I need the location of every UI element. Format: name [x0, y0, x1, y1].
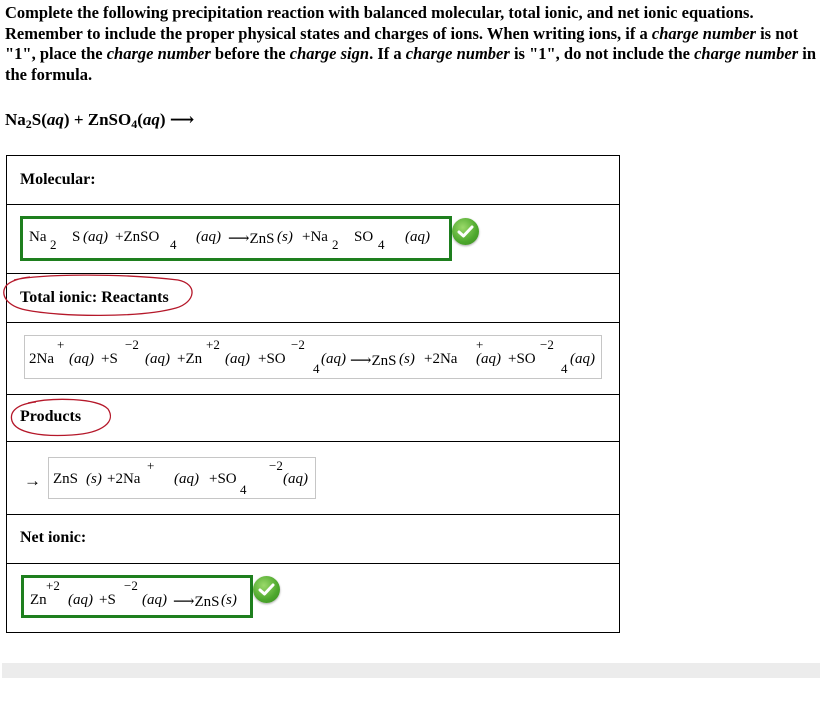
molecular-subscript: 2: [50, 237, 57, 252]
molecular-subscript: 4: [378, 237, 385, 252]
ion-token: +SO: [258, 351, 286, 367]
net-ionic-label-row: [6, 514, 620, 564]
ion-subscript: 4: [240, 482, 247, 497]
ion-charge: −2: [269, 458, 283, 473]
molecular-answer-row: [6, 204, 620, 274]
ion-token: +SO: [508, 351, 536, 367]
check-circle-icon: [253, 576, 280, 603]
molecular-subscript: 4: [170, 237, 177, 252]
ion-charge: +2: [46, 578, 60, 593]
ion-token: ⟶ZnS: [173, 594, 220, 610]
molecular-token: Na: [29, 229, 47, 245]
ion-token: 2Na: [29, 351, 54, 367]
ion-token: ZnS: [53, 471, 79, 487]
products-label-row: [6, 394, 620, 442]
ion-token: +S: [101, 351, 118, 367]
molecular-answer-field[interactable]: [20, 216, 452, 261]
molecular-label-row: [6, 155, 620, 205]
ion-token: Zn: [30, 592, 47, 608]
ion-charge: −2: [291, 337, 305, 352]
ion-token: +2Na: [107, 471, 141, 487]
molecular-token: +ZnSO: [115, 229, 160, 245]
ion-state: (aq): [476, 351, 501, 367]
ion-state: (aq): [145, 351, 170, 367]
ion-state: (aq): [68, 592, 93, 608]
molecular-state: (aq): [196, 229, 221, 245]
products-answer-field[interactable]: [48, 457, 316, 499]
products-answer-row: [6, 441, 620, 515]
ion-state: (aq): [174, 471, 199, 487]
ion-charge: +: [147, 458, 155, 473]
molecular-state: (s): [277, 229, 293, 245]
ion-charge: −2: [125, 337, 139, 352]
ion-state: (aq): [142, 592, 167, 608]
total-ionic-answer-field[interactable]: [24, 335, 602, 379]
molecular-token: ⟶ZnS: [228, 231, 275, 247]
ion-charge: +: [476, 337, 484, 352]
ion-token: +SO: [209, 471, 237, 487]
ion-subscript: 4: [313, 361, 320, 376]
products-arrow: →: [24, 471, 41, 490]
molecular-subscript: 2: [332, 237, 339, 252]
ion-charge: −2: [540, 337, 554, 352]
molecular-token: S: [72, 229, 81, 245]
molecular-token: +Na: [302, 229, 328, 245]
ion-charge: +2: [206, 337, 220, 352]
reaction-prompt: $Na_2S(aq)$ + ZnSO$_4$(aq) ⟶: [5, 110, 195, 131]
total-ionic-answer-row: [6, 322, 620, 395]
molecular-state: (aq): [83, 229, 108, 245]
ion-token: +Zn: [177, 351, 203, 367]
ion-charge: −2: [124, 578, 138, 593]
molecular-label: Molecular:: [20, 171, 96, 188]
net-ionic-answer-row: [6, 563, 620, 633]
ion-state: (s): [399, 351, 415, 367]
molecular-state: (aq): [405, 229, 430, 245]
ion-token: +S: [99, 592, 116, 608]
ion-token: ⟶ZnS: [350, 353, 397, 369]
ion-state: (aq): [570, 351, 595, 367]
ion-token: +2Na: [424, 351, 458, 367]
ion-state: (aq): [321, 351, 346, 367]
check-circle-icon: [452, 218, 479, 245]
ion-state: (aq): [69, 351, 94, 367]
footer-bar: [2, 663, 820, 678]
ion-state: (s): [86, 471, 102, 487]
instructions-text: Complete the following precipitation reaction with balanced molecular, total ionic, and net ionic equations. Remember to include the proper physical states and charges of ions. When writing ions, if a charge number is not "1", place the charge number before the charge sign. If a charge number is "1", do not include the charge number in the formula.: [5, 3, 817, 84]
total-ionic-label-row: [6, 273, 620, 323]
ion-state: (s): [221, 592, 237, 608]
ion-charge: +: [57, 337, 65, 352]
ion-state: (aq): [283, 471, 308, 487]
products-label: Products: [20, 408, 82, 425]
net-ionic-answer-field[interactable]: [21, 575, 253, 618]
ion-subscript: 4: [561, 361, 568, 376]
molecular-token: SO: [354, 229, 374, 245]
net-ionic-label: Net ionic:: [20, 529, 87, 546]
ion-state: (aq): [225, 351, 250, 367]
total-ionic-reactants-label: Total ionic: Reactants: [20, 289, 169, 306]
